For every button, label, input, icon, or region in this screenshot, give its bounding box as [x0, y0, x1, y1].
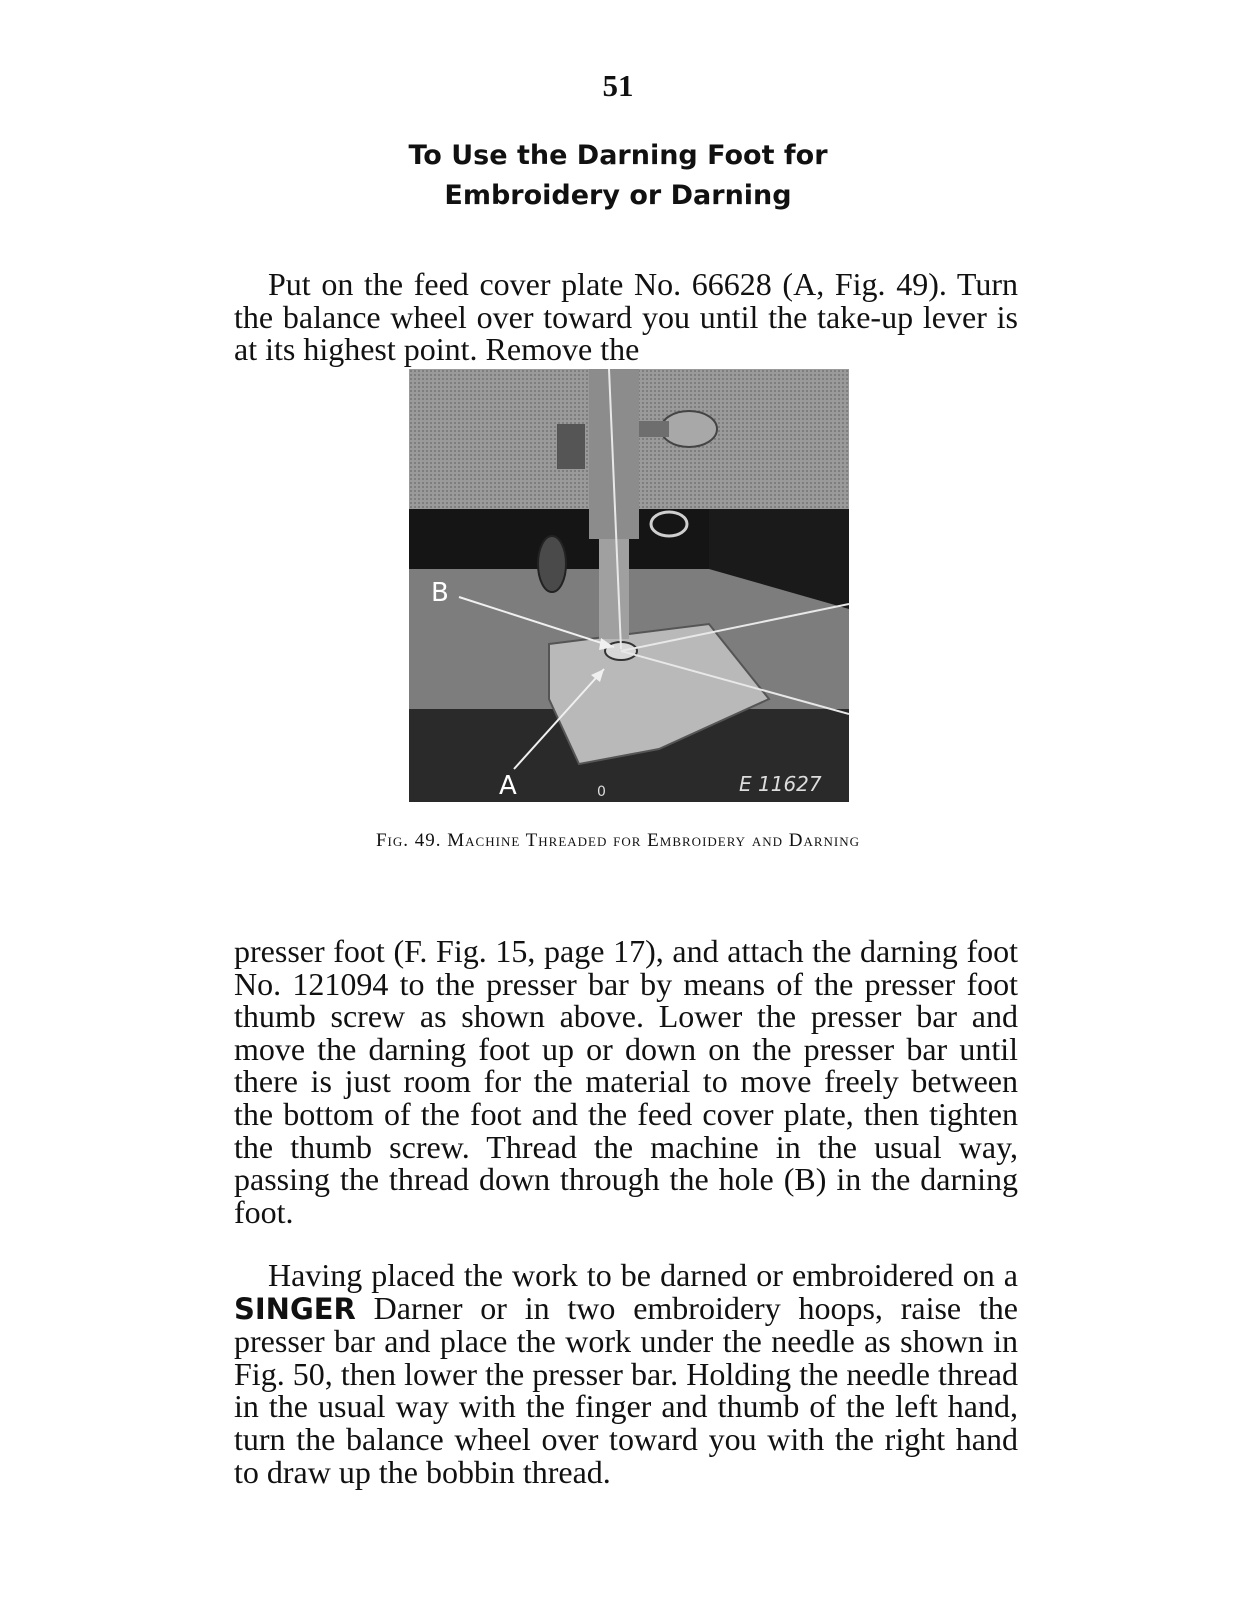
paragraph-attach-foot: presser foot (F. Fig. 15, page 17), and attach the darning foot No. 121094 to the presser bar by means of the presser foot thumb screw as shown above. Lower the presser bar and move the darning foot up or down on the presser bar until there is just room for the material to move freely between the bottom of the foot and the feed cover plate, then tighten the thumb screw. Thread the machine in the usual way, passing the thread down through the hole (B) in the darning foot.	[234, 933, 1018, 1230]
presser-bar	[599, 539, 629, 639]
thread-guide-block	[557, 424, 585, 469]
figure-caption: Fig. 49. Machine Threaded for Embroidery and Darning	[375, 830, 861, 851]
heading-line-2: Embroidery or Darning	[444, 180, 792, 211]
label-a: A	[499, 771, 517, 801]
plate-mark: 0	[597, 784, 606, 800]
paragraph-placing-work-part1: Having placed the work to be darned or embroidered on a	[268, 1257, 1018, 1293]
figure-49-photo	[409, 369, 849, 802]
figure-id-mark: E 11627	[739, 772, 822, 796]
needle-bar-column	[589, 369, 639, 539]
tension-wheel	[538, 536, 566, 592]
label-b: B	[431, 578, 449, 608]
thumb-screw-knob	[661, 411, 717, 447]
paragraph-intro: Put on the feed cover plate No. 66628 (A, Fig. 49). Turn the balance wheel over toward you until the take-up lever is at its highest point. Remove the	[234, 266, 1018, 368]
heading-line-1: To Use the Darning Foot for	[408, 140, 828, 171]
machine-illustration	[409, 369, 849, 802]
paragraph-placing-work	[234, 1259, 1018, 1488]
paragraph-placing-work-part2: Darner or in two embroidery hoops, raise the presser bar and place the work under the needle as shown in Fig. 50, then lower the presser bar. Holding the needle thread in the usual way with the finger and thumb of the left hand, turn the balance wheel over toward you with the right hand to draw up the bobbin thread.	[234, 1289, 1018, 1490]
page-number: 51	[602, 68, 634, 103]
brand-name: SINGER	[234, 1291, 356, 1326]
thumb-screw-stem	[639, 421, 669, 437]
section-heading	[0, 136, 1236, 216]
